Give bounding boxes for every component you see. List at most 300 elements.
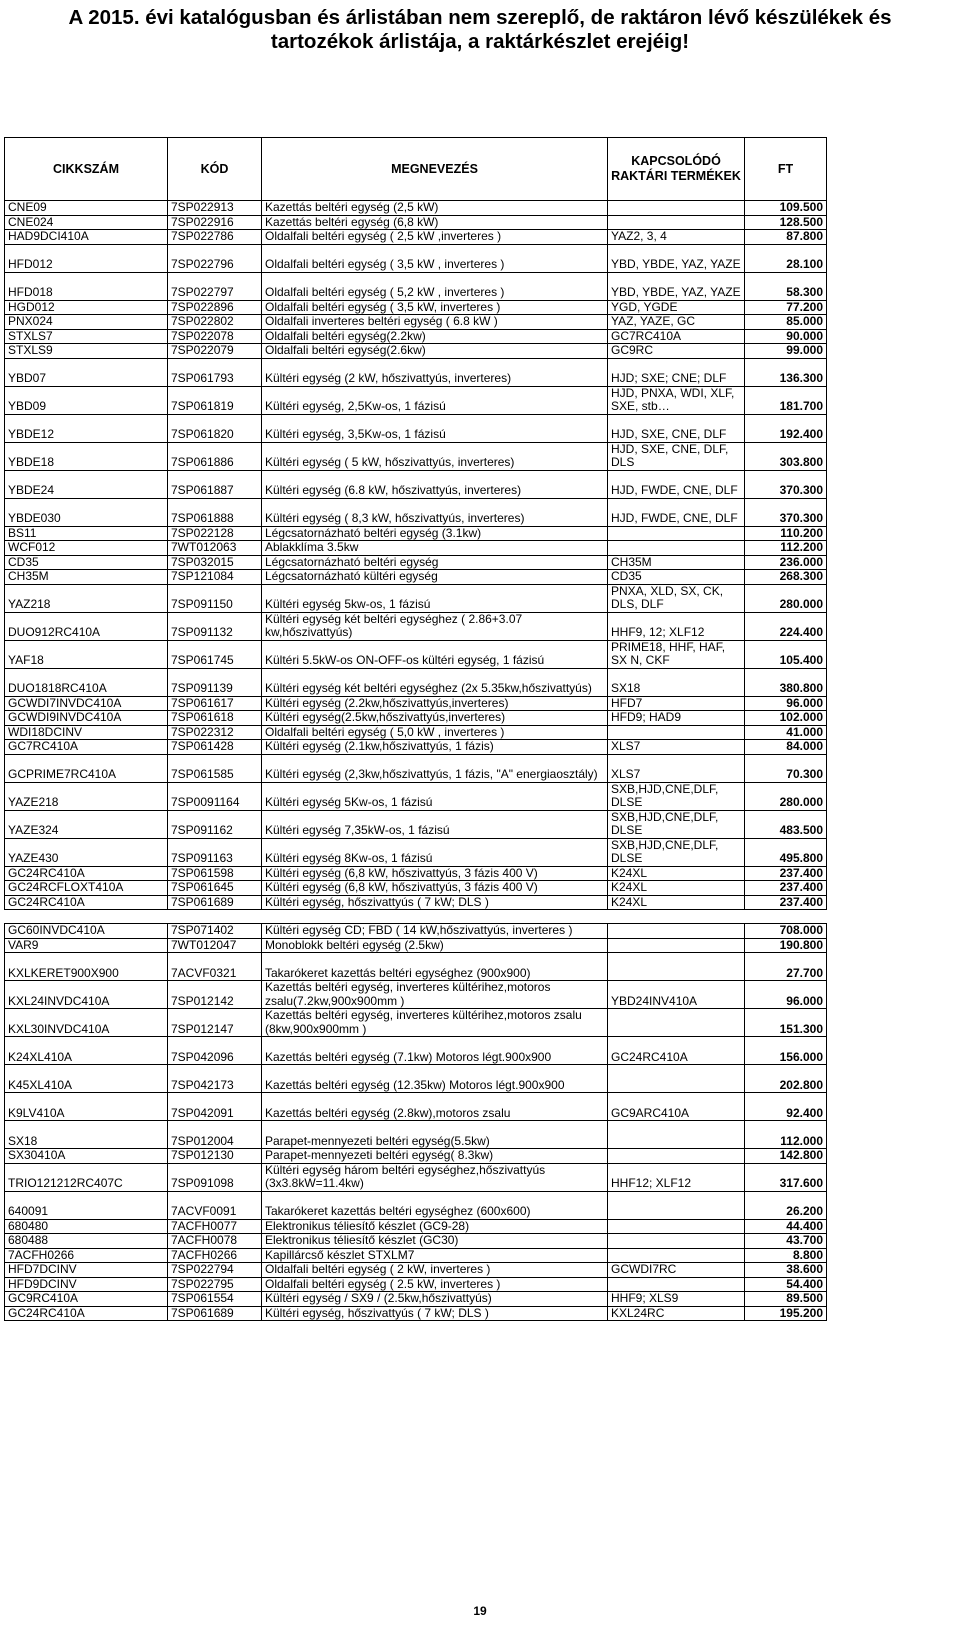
cell-kod: 7SP061689 <box>168 895 262 910</box>
cell-kod: 7SP091162 <box>168 810 262 838</box>
cell-ft: 237.400 <box>745 881 827 896</box>
cell-ft: 110.200 <box>745 526 827 541</box>
table-row <box>5 782 827 810</box>
cell-megnevezes: Légcsatornázható kültéri egység <box>262 570 608 585</box>
table-header-row <box>5 138 827 201</box>
cell-cikkszam: WCF012 <box>5 541 168 556</box>
cell-kod: 7SP022078 <box>168 329 262 344</box>
cell-kapcsolodo: HJD, FWDE, CNE, DLF <box>608 498 745 526</box>
cell-ft: 43.700 <box>745 1234 827 1249</box>
table-row <box>5 329 827 344</box>
cell-kod: 7ACFH0078 <box>168 1234 262 1249</box>
cell-ft: 380.800 <box>745 668 827 696</box>
cell-kapcsolodo: SXB,HJD,CNE,DLF, DLSE <box>608 782 745 810</box>
cell-cikkszam: HFD018 <box>5 272 168 300</box>
cell-megnevezes: Kültéri 5.5kW-os ON-OFF-os kültéri egység, 1 fázisú <box>262 640 608 668</box>
table-row <box>5 230 827 245</box>
gap-cell <box>5 910 168 924</box>
cell-megnevezes: Kazettás beltéri egység (2.8kw),motoros zsalu <box>262 1093 608 1121</box>
cell-ft: 27.700 <box>745 953 827 981</box>
table-row <box>5 810 827 838</box>
table-row <box>5 953 827 981</box>
cell-megnevezes: Oldalfali inverteres beltéri egység ( 6.8 kW ) <box>262 315 608 330</box>
cell-cikkszam: HFD7DCINV <box>5 1263 168 1278</box>
header-ft: FT <box>745 138 827 201</box>
cell-megnevezes: Kültéri egység (6.8 kW, hőszivattyús, inverteres) <box>262 470 608 498</box>
cell-kapcsolodo: HFD7 <box>608 696 745 711</box>
table-row <box>5 1163 827 1191</box>
cell-kod: 7SP061819 <box>168 386 262 414</box>
table-row <box>5 1121 827 1149</box>
cell-kod: 7SP061428 <box>168 740 262 755</box>
cell-cikkszam: SX18 <box>5 1121 168 1149</box>
cell-kapcsolodo <box>608 215 745 230</box>
cell-ft: 105.400 <box>745 640 827 668</box>
cell-ft: 85.000 <box>745 315 827 330</box>
cell-kod: 7ACFH0077 <box>168 1219 262 1234</box>
table-row <box>5 201 827 216</box>
cell-ft: 28.100 <box>745 244 827 272</box>
cell-kapcsolodo: HFD9; HAD9 <box>608 711 745 726</box>
cell-cikkszam: GCWDI9INVDC410A <box>5 711 168 726</box>
cell-kapcsolodo: K24XL <box>608 866 745 881</box>
gap-cell <box>168 910 262 924</box>
cell-kod: 7ACFH0266 <box>168 1248 262 1263</box>
cell-ft: 483.500 <box>745 810 827 838</box>
table-row <box>5 1219 827 1234</box>
page-title-line-2: tartozékok árlistája, a raktárkészlet erejéig! <box>270 30 690 53</box>
cell-ft: 303.800 <box>745 442 827 470</box>
cell-kapcsolodo: HJD, SXE, CNE, DLF, DLS <box>608 442 745 470</box>
cell-ft: 370.300 <box>745 470 827 498</box>
table-row <box>5 938 827 953</box>
table-row <box>5 555 827 570</box>
cell-kapcsolodo: HHF9; XLS9 <box>608 1292 745 1307</box>
cell-kapcsolodo: KXL24RC <box>608 1306 745 1321</box>
cell-kapcsolodo <box>608 938 745 953</box>
cell-cikkszam: YBD09 <box>5 386 168 414</box>
cell-kod: 7SP022796 <box>168 244 262 272</box>
cell-kapcsolodo: YBD, YBDE, YAZ, YAZE <box>608 272 745 300</box>
cell-megnevezes: Kültéri egység két beltéri egységhez (2x 5.35kw,hőszivattyús) <box>262 668 608 696</box>
cell-ft: 202.800 <box>745 1065 827 1093</box>
cell-cikkszam: CNE024 <box>5 215 168 230</box>
cell-kapcsolodo: HJD, SXE, CNE, DLF <box>608 414 745 442</box>
cell-cikkszam: 7ACFH0266 <box>5 1248 168 1263</box>
cell-kod: 7SP061585 <box>168 754 262 782</box>
cell-kapcsolodo <box>608 1009 745 1037</box>
cell-cikkszam: WDI18DCINV <box>5 725 168 740</box>
table-row <box>5 838 827 866</box>
cell-kod: 7SP121084 <box>168 570 262 585</box>
cell-cikkszam: K9LV410A <box>5 1093 168 1121</box>
cell-kod: 7SP0091164 <box>168 782 262 810</box>
gap-cell <box>608 910 745 924</box>
cell-cikkszam: CH35M <box>5 570 168 585</box>
table-row <box>5 1065 827 1093</box>
cell-cikkszam: YBDE24 <box>5 470 168 498</box>
table-row <box>5 1009 827 1037</box>
cell-kapcsolodo: HJD, PNXA, WDI, XLF, SXE, stb… <box>608 386 745 414</box>
cell-kapcsolodo: HJD, FWDE, CNE, DLF <box>608 470 745 498</box>
cell-cikkszam: STXLS7 <box>5 329 168 344</box>
table-row <box>5 470 827 498</box>
cell-kapcsolodo: GCWDI7RC <box>608 1263 745 1278</box>
cell-cikkszam: K24XL410A <box>5 1037 168 1065</box>
cell-megnevezes: Oldalfali beltéri egység ( 2.5 kW, inverteres ) <box>262 1277 608 1292</box>
cell-kapcsolodo <box>608 526 745 541</box>
cell-cikkszam: PNX024 <box>5 315 168 330</box>
cell-megnevezes: Kültéri egység ( 5 kW, hőszivattyús, inverteres) <box>262 442 608 470</box>
cell-cikkszam: CD35 <box>5 555 168 570</box>
cell-kapcsolodo: CH35M <box>608 555 745 570</box>
cell-kod: 7SP022916 <box>168 215 262 230</box>
cell-ft: 58.300 <box>745 272 827 300</box>
cell-cikkszam: YAZE218 <box>5 782 168 810</box>
cell-kod: 7SP022128 <box>168 526 262 541</box>
cell-kapcsolodo: HHF12; XLF12 <box>608 1163 745 1191</box>
cell-kapcsolodo: YGD, YGDE <box>608 300 745 315</box>
cell-kod: 7SP042096 <box>168 1037 262 1065</box>
cell-kapcsolodo <box>608 1149 745 1164</box>
cell-megnevezes: Oldalfali beltéri egység ( 2,5 kW ,inverteres ) <box>262 230 608 245</box>
cell-ft: 370.300 <box>745 498 827 526</box>
cell-kod: 7SP042173 <box>168 1065 262 1093</box>
cell-cikkszam: GC60INVDC410A <box>5 924 168 939</box>
cell-ft: 128.500 <box>745 215 827 230</box>
cell-ft: 44.400 <box>745 1219 827 1234</box>
cell-ft: 84.000 <box>745 740 827 755</box>
cell-ft: 8.800 <box>745 1248 827 1263</box>
table-gap-row <box>5 910 827 924</box>
cell-megnevezes: Kazettás beltéri egység (2,5 kW) <box>262 201 608 216</box>
table-row <box>5 498 827 526</box>
cell-kod: 7SP042091 <box>168 1093 262 1121</box>
table-row <box>5 881 827 896</box>
cell-megnevezes: Oldalfali beltéri egység(2.2kw) <box>262 329 608 344</box>
cell-ft: 495.800 <box>745 838 827 866</box>
header-kapcsolodo: KAPCSOLÓDÓ RAKTÁRI TERMÉKEK <box>608 138 745 201</box>
cell-ft: 70.300 <box>745 754 827 782</box>
cell-megnevezes: Kazettás beltéri egység, inverteres kültérihez,motoros zsalu (8kw,900x900mm ) <box>262 1009 608 1037</box>
cell-megnevezes: Kültéri egység, 3,5Kw-os, 1 fázisú <box>262 414 608 442</box>
table-row <box>5 541 827 556</box>
cell-kod: 7WT012047 <box>168 938 262 953</box>
table-row <box>5 1248 827 1263</box>
table-row <box>5 442 827 470</box>
cell-cikkszam: GC24RC410A <box>5 895 168 910</box>
cell-ft: 136.300 <box>745 358 827 386</box>
cell-kod: 7WT012063 <box>168 541 262 556</box>
cell-ft: 224.400 <box>745 612 827 640</box>
cell-ft: 195.200 <box>745 1306 827 1321</box>
table-row <box>5 244 827 272</box>
cell-ft: 87.800 <box>745 230 827 245</box>
cell-megnevezes: Oldalfali beltéri egység ( 3,5 kW, inverteres ) <box>262 300 608 315</box>
cell-kod: 7SP091163 <box>168 838 262 866</box>
cell-megnevezes: Oldalfali beltéri egység ( 2 kW, inverteres ) <box>262 1263 608 1278</box>
cell-kod: 7SP061745 <box>168 640 262 668</box>
cell-ft: 280.000 <box>745 782 827 810</box>
cell-megnevezes: Kültéri egység 8Kw-os, 1 fázisú <box>262 838 608 866</box>
cell-ft: 96.000 <box>745 981 827 1009</box>
table-row <box>5 612 827 640</box>
table-row <box>5 725 827 740</box>
cell-ft: 92.400 <box>745 1093 827 1121</box>
cell-kod: 7SP091098 <box>168 1163 262 1191</box>
cell-megnevezes: Parapet-mennyezeti beltéri egység( 8.3kw) <box>262 1149 608 1164</box>
cell-ft: 99.000 <box>745 344 827 359</box>
cell-ft: 708.000 <box>745 924 827 939</box>
cell-ft: 237.400 <box>745 895 827 910</box>
table-row <box>5 754 827 782</box>
cell-ft: 236.000 <box>745 555 827 570</box>
page-title <box>0 6 960 54</box>
cell-kod: 7SP061617 <box>168 696 262 711</box>
table-row <box>5 414 827 442</box>
gap-cell <box>262 910 608 924</box>
cell-cikkszam: YBDE030 <box>5 498 168 526</box>
cell-megnevezes: Takarókeret kazettás beltéri egységhez (600x600) <box>262 1191 608 1219</box>
cell-ft: 77.200 <box>745 300 827 315</box>
cell-kod: 7SP022079 <box>168 344 262 359</box>
cell-megnevezes: Kültéri egység (2,3kw,hőszivattyús, 1 fázis, "A" energiaosztály) <box>262 754 608 782</box>
cell-kapcsolodo: GC7RC410A <box>608 329 745 344</box>
cell-ft: 237.400 <box>745 866 827 881</box>
cell-megnevezes: Kazettás beltéri egység (12.35kw) Motoros légt.900x900 <box>262 1065 608 1093</box>
cell-kapcsolodo: HJD; SXE; CNE; DLF <box>608 358 745 386</box>
cell-ft: 109.500 <box>745 201 827 216</box>
cell-cikkszam: GC7RC410A <box>5 740 168 755</box>
cell-cikkszam: GCWDI7INVDC410A <box>5 696 168 711</box>
cell-cikkszam: YAF18 <box>5 640 168 668</box>
cell-cikkszam: K45XL410A <box>5 1065 168 1093</box>
cell-cikkszam: SX30410A <box>5 1149 168 1164</box>
cell-cikkszam: HFD9DCINV <box>5 1277 168 1292</box>
cell-kod: 7SP061554 <box>168 1292 262 1307</box>
cell-megnevezes: Légcsatornázható beltéri egység (3.1kw) <box>262 526 608 541</box>
table-row <box>5 924 827 939</box>
cell-ft: 96.000 <box>745 696 827 711</box>
cell-megnevezes: Oldalfali beltéri egység ( 3,5 kW , inverteres ) <box>262 244 608 272</box>
cell-megnevezes: Légcsatornázható beltéri egység <box>262 555 608 570</box>
cell-megnevezes: Kültéri egység (2 kW, hőszivattyús, inverteres) <box>262 358 608 386</box>
cell-cikkszam: KXLKERET900X900 <box>5 953 168 981</box>
cell-megnevezes: Kültéri egység két beltéri egységhez ( 2.86+3.07 kw,hőszivattyús) <box>262 612 608 640</box>
cell-megnevezes: Elektronikus téliesítő készlet (GC9-28) <box>262 1219 608 1234</box>
table-row <box>5 300 827 315</box>
cell-cikkszam: 680488 <box>5 1234 168 1249</box>
table-row <box>5 981 827 1009</box>
cell-megnevezes: Ablakklíma 3.5kw <box>262 541 608 556</box>
cell-cikkszam: KXL30INVDC410A <box>5 1009 168 1037</box>
cell-kod: 7SP061888 <box>168 498 262 526</box>
table-row <box>5 1306 827 1321</box>
table-row <box>5 1093 827 1121</box>
cell-kapcsolodo: SXB,HJD,CNE,DLF, DLSE <box>608 810 745 838</box>
cell-kapcsolodo <box>608 1191 745 1219</box>
table-row <box>5 344 827 359</box>
cell-kod: 7SP061793 <box>168 358 262 386</box>
cell-kapcsolodo: SXB,HJD,CNE,DLF, DLSE <box>608 838 745 866</box>
cell-kod: 7SP091139 <box>168 668 262 696</box>
cell-cikkszam: HGD012 <box>5 300 168 315</box>
table-row <box>5 1292 827 1307</box>
cell-megnevezes: Kültéri egység három beltéri egységhez,hőszivattyús (3x3.8kW=11.4kw) <box>262 1163 608 1191</box>
cell-kapcsolodo: PNXA, XLD, SX, CK, DLS, DLF <box>608 584 745 612</box>
cell-megnevezes: Oldalfali beltéri egység ( 5,2 kW , inverteres ) <box>262 272 608 300</box>
cell-megnevezes: Kültéri egység CD; FBD ( 14 kW,hőszivattyús, inverteres ) <box>262 924 608 939</box>
cell-megnevezes: Kültéri egység 5kw-os, 1 fázisú <box>262 584 608 612</box>
table-row <box>5 711 827 726</box>
cell-cikkszam: YBDE18 <box>5 442 168 470</box>
cell-ft: 151.300 <box>745 1009 827 1037</box>
cell-kapcsolodo <box>608 1121 745 1149</box>
cell-kod: 7SP022913 <box>168 201 262 216</box>
cell-cikkszam: YBD07 <box>5 358 168 386</box>
cell-kod: 7SP032015 <box>168 555 262 570</box>
table-row <box>5 526 827 541</box>
gap-cell <box>745 910 827 924</box>
cell-kod: 7SP022312 <box>168 725 262 740</box>
price-table <box>4 137 827 1321</box>
cell-cikkszam: CNE09 <box>5 201 168 216</box>
cell-ft: 280.000 <box>745 584 827 612</box>
cell-kod: 7ACVF0321 <box>168 953 262 981</box>
cell-kod: 7SP061598 <box>168 866 262 881</box>
cell-megnevezes: Kültéri egység, hőszivattyús ( 7 kW; DLS ) <box>262 895 608 910</box>
cell-kapcsolodo: HHF9, 12; XLF12 <box>608 612 745 640</box>
table-row <box>5 866 827 881</box>
cell-ft: 38.600 <box>745 1263 827 1278</box>
table-row <box>5 640 827 668</box>
cell-kapcsolodo: YBD, YBDE, YAZ, YAZE <box>608 244 745 272</box>
cell-megnevezes: Kültéri egység (2.1kw,hőszivattyús, 1 fázis) <box>262 740 608 755</box>
cell-cikkszam: GC24RC410A <box>5 866 168 881</box>
cell-kapcsolodo: XLS7 <box>608 754 745 782</box>
cell-megnevezes: Parapet-mennyezeti beltéri egység(5.5kw) <box>262 1121 608 1149</box>
cell-kapcsolodo <box>608 725 745 740</box>
cell-kod: 7SP061820 <box>168 414 262 442</box>
cell-kod: 7SP022786 <box>168 230 262 245</box>
cell-cikkszam: 680480 <box>5 1219 168 1234</box>
cell-cikkszam: HFD012 <box>5 244 168 272</box>
cell-cikkszam: STXLS9 <box>5 344 168 359</box>
cell-kod: 7SP061645 <box>168 881 262 896</box>
cell-ft: 181.700 <box>745 386 827 414</box>
cell-ft: 156.000 <box>745 1037 827 1065</box>
cell-megnevezes: Kazettás beltéri egység, inverteres kültérihez,motoros zsalu(7.2kw,900x900mm ) <box>262 981 608 1009</box>
cell-megnevezes: Kapillárcső készlet STXLM7 <box>262 1248 608 1263</box>
table-row <box>5 1037 827 1065</box>
cell-megnevezes: Monoblokk beltéri egység (2.5kw) <box>262 938 608 953</box>
cell-cikkszam: GCPRIME7RC410A <box>5 754 168 782</box>
cell-kapcsolodo <box>608 541 745 556</box>
cell-kod: 7ACVF0091 <box>168 1191 262 1219</box>
cell-kapcsolodo: YBD24INV410A <box>608 981 745 1009</box>
cell-cikkszam: VAR9 <box>5 938 168 953</box>
cell-kapcsolodo <box>608 1065 745 1093</box>
cell-cikkszam: BS11 <box>5 526 168 541</box>
cell-kapcsolodo: GC9RC <box>608 344 745 359</box>
cell-megnevezes: Kültéri egység (2.2kw,hőszivattyús,inverteres) <box>262 696 608 711</box>
header-kod: KÓD <box>168 138 262 201</box>
cell-kapcsolodo: SX18 <box>608 668 745 696</box>
table-row <box>5 696 827 711</box>
cell-kod: 7SP022896 <box>168 300 262 315</box>
cell-kod: 7SP071402 <box>168 924 262 939</box>
cell-kod: 7SP012142 <box>168 981 262 1009</box>
cell-kod: 7SP022794 <box>168 1263 262 1278</box>
cell-cikkszam: YAZE324 <box>5 810 168 838</box>
cell-megnevezes: Kazettás beltéri egység (7.1kw) Motoros légt.900x900 <box>262 1037 608 1065</box>
cell-cikkszam: 640091 <box>5 1191 168 1219</box>
cell-ft: 190.800 <box>745 938 827 953</box>
cell-kapcsolodo: PRIME18, HHF, HAF, SX N, CKF <box>608 640 745 668</box>
cell-kapcsolodo: YAZ, YAZE, GC <box>608 315 745 330</box>
cell-megnevezes: Kültéri egység (6,8 kW, hőszivattyús, 3 fázis 400 V) <box>262 881 608 896</box>
table-row <box>5 358 827 386</box>
cell-ft: 142.800 <box>745 1149 827 1164</box>
cell-ft: 89.500 <box>745 1292 827 1307</box>
table-row <box>5 740 827 755</box>
table-row <box>5 570 827 585</box>
cell-megnevezes: Kültéri egység (6,8 kW, hőszivattyús, 3 fázis 400 V) <box>262 866 608 881</box>
cell-kod: 7SP022795 <box>168 1277 262 1292</box>
cell-kapcsolodo <box>608 201 745 216</box>
table-row <box>5 386 827 414</box>
cell-kapcsolodo <box>608 953 745 981</box>
cell-ft: 112.000 <box>745 1121 827 1149</box>
cell-megnevezes: Takarókeret kazettás beltéri egységhez (900x900) <box>262 953 608 981</box>
cell-ft: 192.400 <box>745 414 827 442</box>
cell-ft: 90.000 <box>745 329 827 344</box>
table-row <box>5 584 827 612</box>
table-row <box>5 1277 827 1292</box>
cell-kapcsolodo <box>608 1277 745 1292</box>
cell-ft: 112.200 <box>745 541 827 556</box>
table-row <box>5 1149 827 1164</box>
cell-cikkszam: KXL24INVDC410A <box>5 981 168 1009</box>
cell-kapcsolodo: K24XL <box>608 895 745 910</box>
table-row <box>5 215 827 230</box>
table-row <box>5 668 827 696</box>
cell-megnevezes: Kültéri egység(2.5kw,hőszivattyús,inverteres) <box>262 711 608 726</box>
page-number: 19 <box>473 1604 487 1618</box>
cell-ft: 268.300 <box>745 570 827 585</box>
cell-kapcsolodo <box>608 1219 745 1234</box>
page-title-line-1: A 2015. évi katalógusban és árlistában nem szereplő, de raktáron lévő készülékek és <box>68 6 892 29</box>
cell-kapcsolodo: CD35 <box>608 570 745 585</box>
cell-kod: 7SP061886 <box>168 442 262 470</box>
table-row <box>5 1263 827 1278</box>
cell-megnevezes: Kültéri egység ( 8,3 kW, hőszivattyús, inverteres) <box>262 498 608 526</box>
cell-cikkszam: YAZE430 <box>5 838 168 866</box>
cell-cikkszam: TRIO121212RC407C <box>5 1163 168 1191</box>
cell-kapcsolodo: GC24RC410A <box>608 1037 745 1065</box>
cell-kod: 7SP061618 <box>168 711 262 726</box>
cell-cikkszam: GC24RCFLOXT410A <box>5 881 168 896</box>
table-row <box>5 1191 827 1219</box>
cell-megnevezes: Elektronikus téliesítő készlet (GC30) <box>262 1234 608 1249</box>
cell-kod: 7SP012130 <box>168 1149 262 1164</box>
table-row <box>5 895 827 910</box>
cell-megnevezes: Oldalfali beltéri egység ( 5,0 kW , inverteres ) <box>262 725 608 740</box>
table-row <box>5 272 827 300</box>
cell-ft: 54.400 <box>745 1277 827 1292</box>
cell-cikkszam: HAD9DCI410A <box>5 230 168 245</box>
cell-kod: 7SP061689 <box>168 1306 262 1321</box>
